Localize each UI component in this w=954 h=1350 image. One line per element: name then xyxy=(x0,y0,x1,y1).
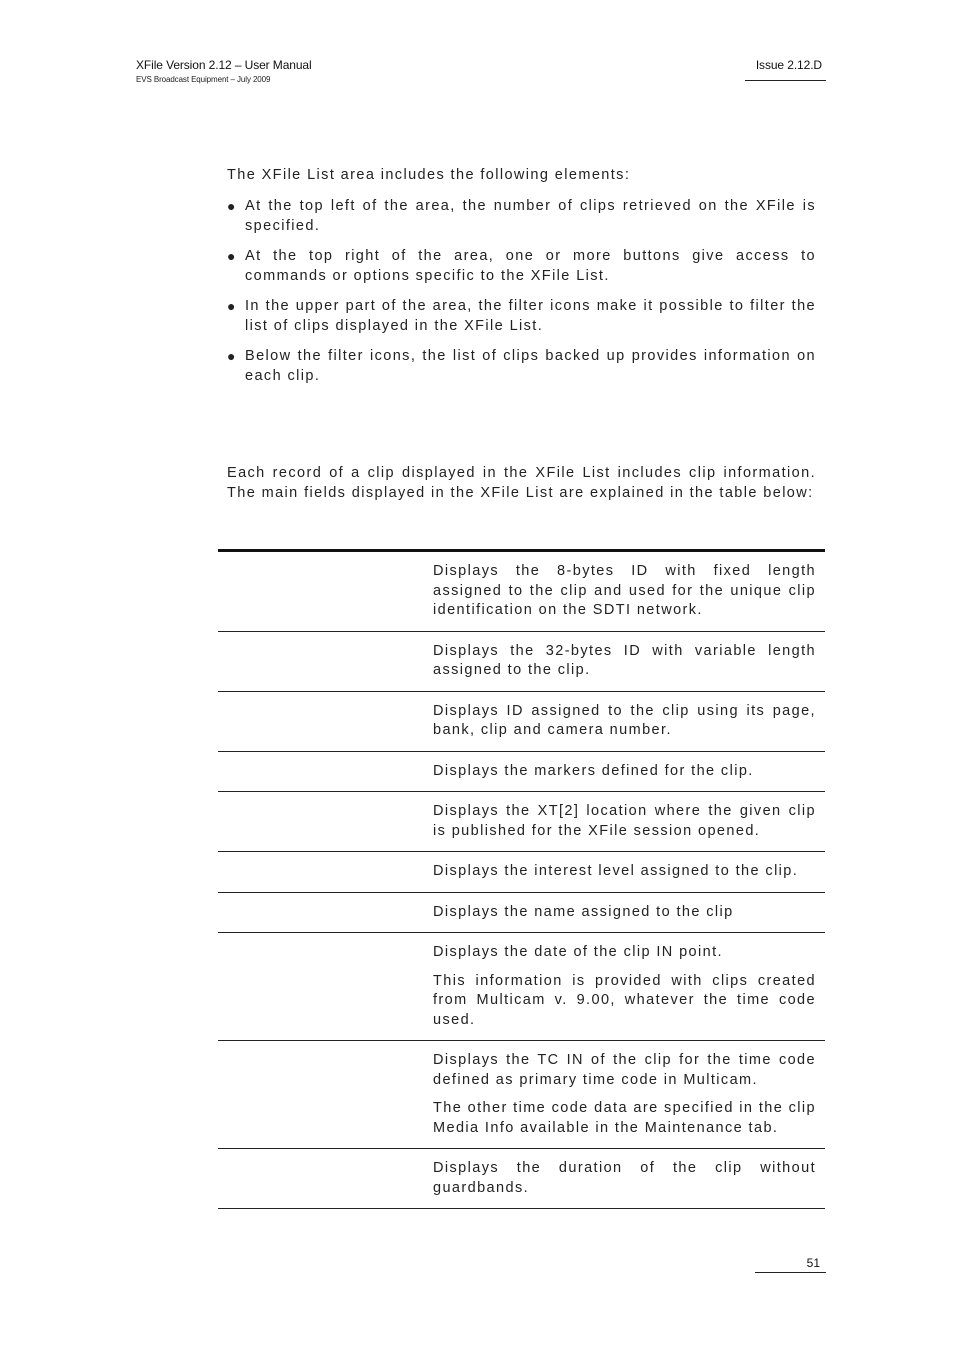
description-cell: Displays the name assigned to the clip xyxy=(433,903,734,920)
bullet-icon: ● xyxy=(227,248,237,264)
field-name-cell xyxy=(218,1041,425,1148)
manual-title: XFile Version 2.12 – User Manual xyxy=(136,58,312,72)
table-row xyxy=(218,1041,825,1149)
table-row xyxy=(218,893,825,934)
table-row xyxy=(218,933,825,1041)
field-name-cell xyxy=(218,893,425,933)
elements-bullet-list xyxy=(227,197,816,397)
page-header xyxy=(136,58,312,84)
fields-intro-paragraph: Each record of a clip displayed in the XFile List includes clip information. The main fields displayed in the XFile List are explained in the table below: xyxy=(227,465,816,501)
table-row xyxy=(218,852,825,893)
table-row xyxy=(218,752,825,793)
issue-label: Issue 2.12.D xyxy=(745,58,826,81)
description-cell: Displays ID assigned to the clip using its page, bank, clip and camera number. xyxy=(433,702,816,738)
page-number: 51 xyxy=(806,1256,820,1270)
table-row xyxy=(218,632,825,692)
description-cell: Displays the duration of the clip without guardbands. xyxy=(433,1160,816,1196)
field-name-cell xyxy=(218,692,425,751)
field-name-cell xyxy=(218,933,425,1040)
intro-paragraph: The XFile List area includes the following elements: xyxy=(227,167,631,183)
page-footer xyxy=(755,1256,826,1273)
field-name-cell xyxy=(218,852,425,892)
description-cell: Displays the markers defined for the clip. xyxy=(433,762,754,779)
issue-block xyxy=(745,58,826,81)
manual-subtitle: EVS Broadcast Equipment – July 2009 xyxy=(136,75,271,84)
field-name-cell xyxy=(218,752,425,792)
field-name-cell xyxy=(218,632,425,691)
table-row xyxy=(218,552,825,632)
bullet-icon: ● xyxy=(227,198,237,214)
description-cell: Displays the 32-bytes ID with variable length assigned to the clip. xyxy=(433,642,816,678)
bullet-icon: ● xyxy=(227,298,237,314)
description-cell: Displays the XT[2] location where the given clip is published for the XFile session opened. xyxy=(433,803,816,839)
bullet-icon: ● xyxy=(227,348,237,364)
list-item: ● In the upper part of the area, the filter icons make it possible to filter the list of clips displayed in the XFile List. xyxy=(227,298,816,334)
description-cell: Displays the date of the clip IN point. This information is provided with clips created from Multicam v. 9.00, whatever the time code used. xyxy=(433,944,816,1028)
table-row xyxy=(218,1149,825,1209)
field-name-cell xyxy=(218,1149,425,1208)
list-item: ● Below the filter icons, the list of clips backed up provides information on each clip. xyxy=(227,348,816,384)
description-cell: Displays the TC IN of the clip for the time code defined as primary time code in Multicam. The other time code data are specified in the clip Media Info available in the Maintenance tab. xyxy=(433,1052,816,1136)
list-item: ● At the top left of the area, the number of clips retrieved on the XFile is specified. xyxy=(227,198,816,234)
table-row xyxy=(218,692,825,752)
table-row xyxy=(218,792,825,852)
description-cell: Displays the 8-bytes ID with fixed length assigned to the clip and used for the unique clip identification on the SDTI network. xyxy=(433,563,816,618)
field-name-cell xyxy=(218,792,425,851)
list-item: ● At the top right of the area, one or more buttons give access to commands or options specific to the XFile List. xyxy=(227,248,816,284)
description-cell: Displays the interest level assigned to the clip. xyxy=(433,863,799,879)
fields-table xyxy=(218,549,825,1209)
field-name-cell xyxy=(218,552,425,631)
